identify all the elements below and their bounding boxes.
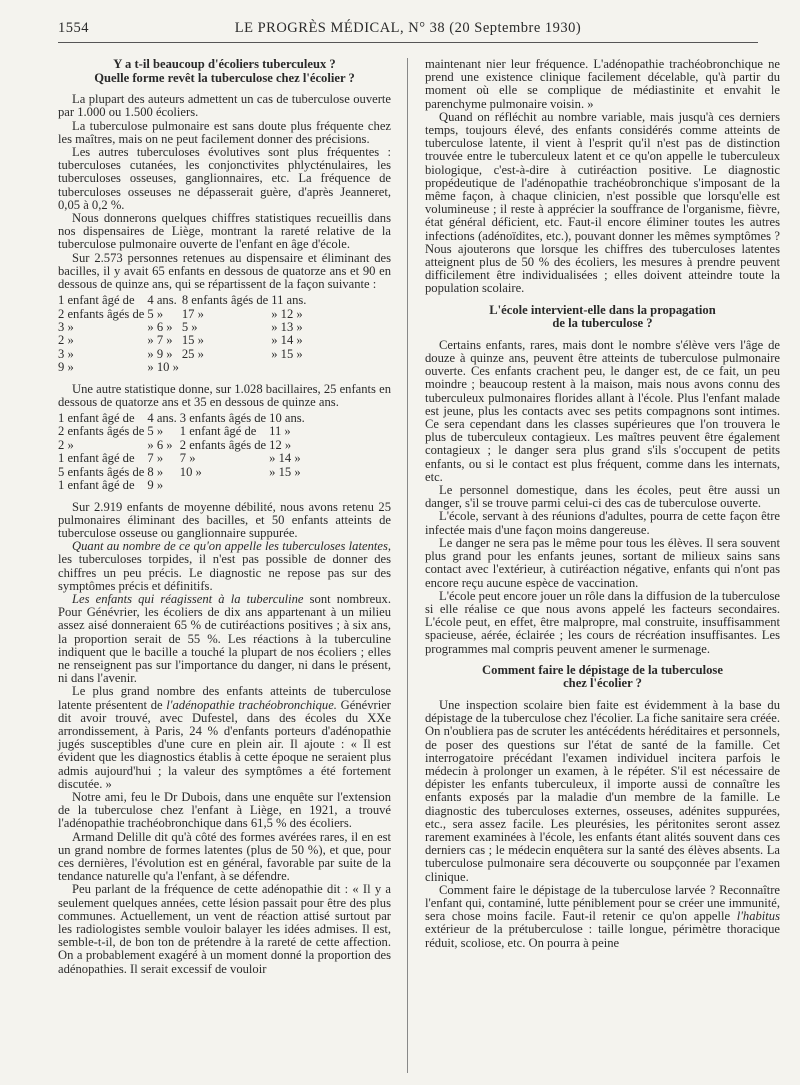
table-row bbox=[58, 439, 308, 452]
heading-line: Y a t-il beaucoup d'écoliers tuberculeux ? bbox=[113, 57, 336, 71]
paragraph: maintenant nier leur fréquence. L'adénopathie trachéobronchique ne prend une existence clinique facilement décelable, qu'à partir du moment où elle se complique de médiastinite et envahit le parenchyme pulmonaire voisin. » bbox=[425, 57, 780, 111]
table-cell: 4 ans. bbox=[147, 411, 177, 426]
left-column bbox=[58, 58, 391, 976]
paragraph-text: les tuberculoses torpides, il n'est pas possible de donner des chiffres un peu précis. Le diagnostic ne repose pas sur des symptômes précis et définitifs. bbox=[58, 552, 391, 593]
paragraph-text: extérieur de la prétuberculose : taille longue, périmètre thoracique réduit, scoliose, etc. On pourra à peine bbox=[425, 922, 780, 950]
table-cell: 1 enfant âgé de bbox=[58, 451, 135, 466]
table-cell: 17 » bbox=[181, 306, 204, 321]
table-cell: » 7 » bbox=[147, 333, 173, 348]
table-cell: 1 enfant âgé de bbox=[58, 478, 135, 493]
paragraph: Une autre statistique donne, sur 1.028 bacillaires, 25 enfants en dessous de quatorze ans et 35 en dessous de quinze ans. bbox=[58, 381, 391, 409]
table-row bbox=[58, 466, 308, 479]
table-cell: 8 enfants âgés de bbox=[181, 293, 269, 308]
table-cell bbox=[180, 479, 269, 492]
table-cell: 1 enfant âgé de bbox=[179, 424, 257, 439]
table-cell: 3 » bbox=[58, 320, 74, 335]
table-cell: 1 enfant âgé de bbox=[58, 411, 135, 426]
table-cell: » 14 » bbox=[269, 451, 301, 466]
table-cell: » 6 » bbox=[147, 437, 173, 452]
table-cell bbox=[182, 361, 271, 374]
table-cell: 10 ans. bbox=[269, 411, 305, 426]
paragraph bbox=[425, 884, 780, 950]
table-cell: 2 enfants âgés de bbox=[58, 424, 145, 439]
paragraph bbox=[58, 685, 391, 791]
paragraph: Notre ami, feu le Dr Dubois, dans une enquête sur l'extension de la tuberculose chez l'enfant à Liège, en 1921, a trouvé l'adénopathie trachéobronchique dans 61,5 % des écoliers. bbox=[58, 789, 391, 831]
heading-line: Quelle forme revêt la tuberculose chez l'écolier ? bbox=[94, 70, 355, 85]
table-cell: » 13 » bbox=[271, 320, 303, 335]
paragraph: L'école peut encore jouer un rôle dans la diffusion de la tuberculose si elle réalise ce que nous avons appelé les facteurs secondaires. L'école peut, en effet, être malpropre, mal construite, insuffisamment spacieuse, aérée, éclairée ; les cours de récréation insuffisantes. Les programmes mal compris peuvent amener le surmenage. bbox=[425, 588, 780, 656]
paragraph: Nous donnerons quelques chiffres statistiques recueillis dans nos dispensaires de Liège, montrant la rareté relative de la tuberculose pulmonaire ouverte de l'enfant en âge d'école. bbox=[58, 211, 391, 252]
paragraph: Quand on réfléchit au nombre variable, mais jusqu'à ces derniers temps, toujours élevé, des enfants considérés comme atteints de tuberculose latente, il vient à l'esprit qu'il n'est pas de distinction trouvée entre le tuberculeux latent et ce qu'on appelle le tuberculeux biologique, c'est-à-dire à cutiréaction positive. Le diagnostic propédeutique de l'adénopathie trachéobronchique s'imposant de la même façon, à chaque clinicien, n'est possible que lorsqu'elle est volumineuse ; il reste à apprécier la souffrance de l'organisme, fièvre, état général déficient, etc. Faut-il encore éliminer toutes les autres infections (adénoïdites, etc.), pouvant donner les mêmes symptômes ? Nous ajouterons que lorsque les chiffres des tuberculoses latentes atteignent plus de 50 % des écoliers, les mesures à prendre peuvent difficilement être individualisées ; elles doivent atteindre toute la population scolaire. bbox=[425, 109, 780, 296]
table-cell: 7 » bbox=[147, 451, 164, 466]
paragraph: Sur 2.573 personnes retenues au dispensaire et éliminant des bacilles, il y avait 65 enfants en dessous de quatorze ans et 90 en dessous de quinze ans, qui se répartissent de la façon suivante : bbox=[58, 250, 391, 292]
paragraph: Le danger ne sera pas le même pour tous les élèves. Il sera souvent plus grand pour les enfants jeunes, sortant de milieux sains sans contact avec l'extérieur, à cutiréaction négative, enfants qui n'ont pas encore reçu aucune espèce de vaccination. bbox=[425, 535, 780, 590]
table-cell: 11 » bbox=[269, 424, 291, 439]
table-cell: 15 » bbox=[181, 333, 204, 348]
table-cell: 7 » bbox=[179, 451, 196, 466]
paragraph: La tuberculose pulmonaire est sans doute plus fréquente chez les maîtres, mais on ne peut facilement donner des précisions. bbox=[58, 118, 391, 146]
table-cell: » 6 » bbox=[147, 320, 173, 335]
table-cell: » 12 » bbox=[271, 306, 303, 321]
paragraph: Sur 2.919 enfants de moyenne débilité, nous avons retenu 25 pulmonaires éliminant des bacilles, et 50 enfants atteints de tuberculose osseuse ou ganglionnaire suppurée. bbox=[58, 499, 391, 540]
table-row bbox=[58, 334, 309, 347]
paragraph-text: Le plus grand nombre des enfants atteints de tuberculose latente présentent de bbox=[58, 684, 391, 712]
italic-phrase: Quant au nombre de ce qu'on appelle les tuberculoses latentes, bbox=[72, 539, 391, 554]
table-cell: » 14 » bbox=[271, 333, 303, 348]
table-cell: 5 » bbox=[147, 306, 164, 321]
italic-phrase: Les enfants qui réagissent à la tuberculine bbox=[72, 591, 304, 606]
statistics-table-2 bbox=[58, 412, 308, 492]
paragraph: La plupart des auteurs admettent un cas de tuberculose ouverte par 1.000 ou 1.500 écoliers. bbox=[58, 92, 391, 120]
heading-line: chez l'écolier ? bbox=[563, 676, 642, 691]
running-header bbox=[58, 20, 758, 43]
table-cell: » 15 » bbox=[271, 346, 303, 361]
page-number: 1554 bbox=[58, 20, 89, 36]
table-cell: » 10 » bbox=[147, 360, 179, 375]
table-cell: 4 ans. bbox=[147, 293, 177, 308]
statistics-table-1 bbox=[58, 294, 309, 374]
table-row bbox=[58, 361, 309, 374]
italic-phrase: l'habitus bbox=[736, 909, 780, 924]
table-cell: 3 » bbox=[58, 346, 74, 361]
table-cell: 3 enfants âgés de bbox=[179, 411, 267, 426]
table-cell: 10 » bbox=[179, 464, 202, 479]
paragraph: Le personnel domestique, dans les écoles, peut être aussi un danger, s'il se trouve parmi celui-ci des cas de tuberculose ouverte. bbox=[425, 483, 780, 511]
heading-line: L'école intervient-elle dans la propagation bbox=[489, 302, 716, 317]
paragraph bbox=[58, 540, 391, 593]
paragraph-text: Génévrier dit avoir trouvé, avec Dufestel, dans des écoles du XXe arrondissement, à Paris, 24 % d'enfants porteurs d'adénopathie jugés susceptibles d'une cure en plein air. Il ajoute : « Il est évident que les diagnostics établis à cette époque ne seraient plus admis aujourd'hui ; la valeur des symptômes a été fortement discutée. » bbox=[58, 697, 392, 791]
table-cell: 2 enfants âgés de bbox=[58, 306, 145, 321]
table-cell bbox=[269, 479, 308, 492]
table-cell: 2 » bbox=[58, 437, 74, 452]
table-row bbox=[58, 452, 308, 465]
journal-title: LE PROGRÈS MÉDICAL, N° 38 (20 Septembre 1930) bbox=[234, 20, 582, 36]
paragraph: Certains enfants, rares, mais dont le nombre s'élève vers l'âge de douze à quinze ans, peuvent être atteints de tuberculose pulmonaire ouverte. Ces enfants crachent peu, le danger est, de ce fait, un peu moindre ; beaucoup restent à la maison, mais nous avons connu des tuberculeux pulmonaires florides allant à l'école. Plus l'enfant malade est jeune, plus les contacts avec ses petits compagnons sont intimes. Ce sera cependant dans les classes supérieures que l'on trouvera le plus de tuberculeux contagieux. Les maîtres peuvent être également contagieux ; le danger sera plus grand s'ils s'occupent de petits enfants, ou si le contact est plus fréquent, comme dans les internats, etc. bbox=[425, 337, 780, 484]
table-cell: 5 » bbox=[181, 320, 198, 335]
table-cell: 2 » bbox=[58, 333, 74, 348]
table-cell: 9 » bbox=[58, 360, 74, 375]
paragraph bbox=[58, 593, 391, 685]
table-row bbox=[58, 294, 309, 307]
table-cell: » 9 » bbox=[147, 346, 173, 361]
right-column bbox=[425, 58, 780, 950]
table-cell: 5 enfants âgés de bbox=[58, 464, 145, 479]
section-heading bbox=[425, 664, 780, 691]
paragraph: Armand Delille dit qu'à côté des formes avérées rares, il en est un grand nombre de formes latentes (plus de 50 %), et que, pour ces dernières, l'évolution est en général, favorable par suite de la tendance naturelle qu'a l'enfant, à se défendre. bbox=[58, 829, 391, 884]
column-divider bbox=[407, 58, 408, 1073]
table-row bbox=[58, 321, 309, 334]
section-heading bbox=[58, 58, 391, 85]
table-row bbox=[58, 308, 309, 321]
table-row bbox=[58, 348, 309, 361]
table-cell: 12 » bbox=[269, 437, 292, 452]
italic-phrase: l'adénopathie trachéobronchique. bbox=[166, 697, 337, 712]
table-cell: 9 » bbox=[147, 478, 164, 493]
table-row bbox=[58, 479, 308, 492]
table-cell: 5 » bbox=[147, 424, 164, 439]
paragraph-text: Comment faire le dépistage de la tuberculose larvée ? Reconnaître l'enfant qui, contaminé, lutte péniblement pour se créer une immunité, sera chose moins facile. Faut-il retenir ce qu'on appelle bbox=[425, 882, 780, 924]
table-cell: 1 enfant âgé de bbox=[58, 293, 135, 308]
table-cell: 11 ans. bbox=[271, 293, 307, 308]
paragraph-text: sont nombreux. Pour Génévrier, les écoliers de dix ans appartenant à un milieu assez aisé donneraient 65 % de cutiréactions positives ; à six ans, la proportion serait de 55 %. Les réactions à la tuberculine indiquent que le bacille a touché la plupart de nos écoliers ; elles ne renseignent pas sur l'importance du danger, ni dans le présent, ni dans l'avenir. bbox=[58, 591, 391, 686]
table-cell: » 15 » bbox=[269, 464, 301, 479]
table-cell: 2 enfants âgés de bbox=[179, 437, 267, 452]
table-cell bbox=[271, 361, 309, 374]
heading-line: de la tuberculose ? bbox=[552, 316, 653, 331]
table-cell: 8 » bbox=[147, 464, 164, 479]
paragraph: L'école, servant à des réunions d'adultes, pourra de cette façon être infectée mais d'une façon moins dangereuse. bbox=[425, 509, 780, 537]
section-heading bbox=[425, 304, 780, 331]
heading-line: Comment faire le dépistage de la tuberculose bbox=[482, 662, 723, 677]
paragraph: Une inspection scolaire bien faite est évidemment à la base du dépistage de la tuberculose chez l'écolier. La fiche sanitaire sera créée. On n'oubliera pas de scruter les antécédents héréditaires et personnels, de poser des questions sur l'état de santé de la famille. Cet interrogatoire précédant l'examen individuel incitera parfois le médecin à prolonger un examen, à le répéter. S'il est nécessaire de dépister les enfants tuberculeux, il importe aussi de connaître les enfants exposés par la maladie d'un membre de la famille. Le diagnostic des tuberculoses externes, osseuses, adénites suppurées, etc., sera assez facile. Les pleurésies, les péritonites seront assez rarement examinées à l'école, les enfants étant alités souvent dans ces derniers cas ; le médecin enquêtera sur la santé des élèves absents. La tuberculose pulmonaire sera découverte ou soupçonnée par l'examen clinique. bbox=[425, 697, 780, 884]
paragraph: Peu parlant de la fréquence de cette adénopathie dit : « Il y a seulement quelques années, cette lésion passait pour être des plus communes. Actuellement, un vent de réaction attisé surtout par les radiologistes semble vouloir balayer les idées admises. Il est, semble-t-il, de bon ton de prétendre à la rareté de cette affection. On a probablement exagéré à un moment donné la proportion des adénopathies. Il serait excessif de vouloir bbox=[58, 882, 391, 976]
table-row bbox=[58, 412, 308, 425]
table-row bbox=[58, 425, 308, 438]
table-cell: 25 » bbox=[181, 346, 204, 361]
paragraph: Les autres tuberculoses évolutives sont plus fréquentes : tuberculoses cutanées, les conjonctivites phlycténulaires, les tuberculoses osseuses, ganglionnaires, etc. La fréquence de tuberculoses osseuses ne dépasserait guère, d'après Jeanneret, 0,05 à 0,2 %. bbox=[58, 145, 391, 212]
